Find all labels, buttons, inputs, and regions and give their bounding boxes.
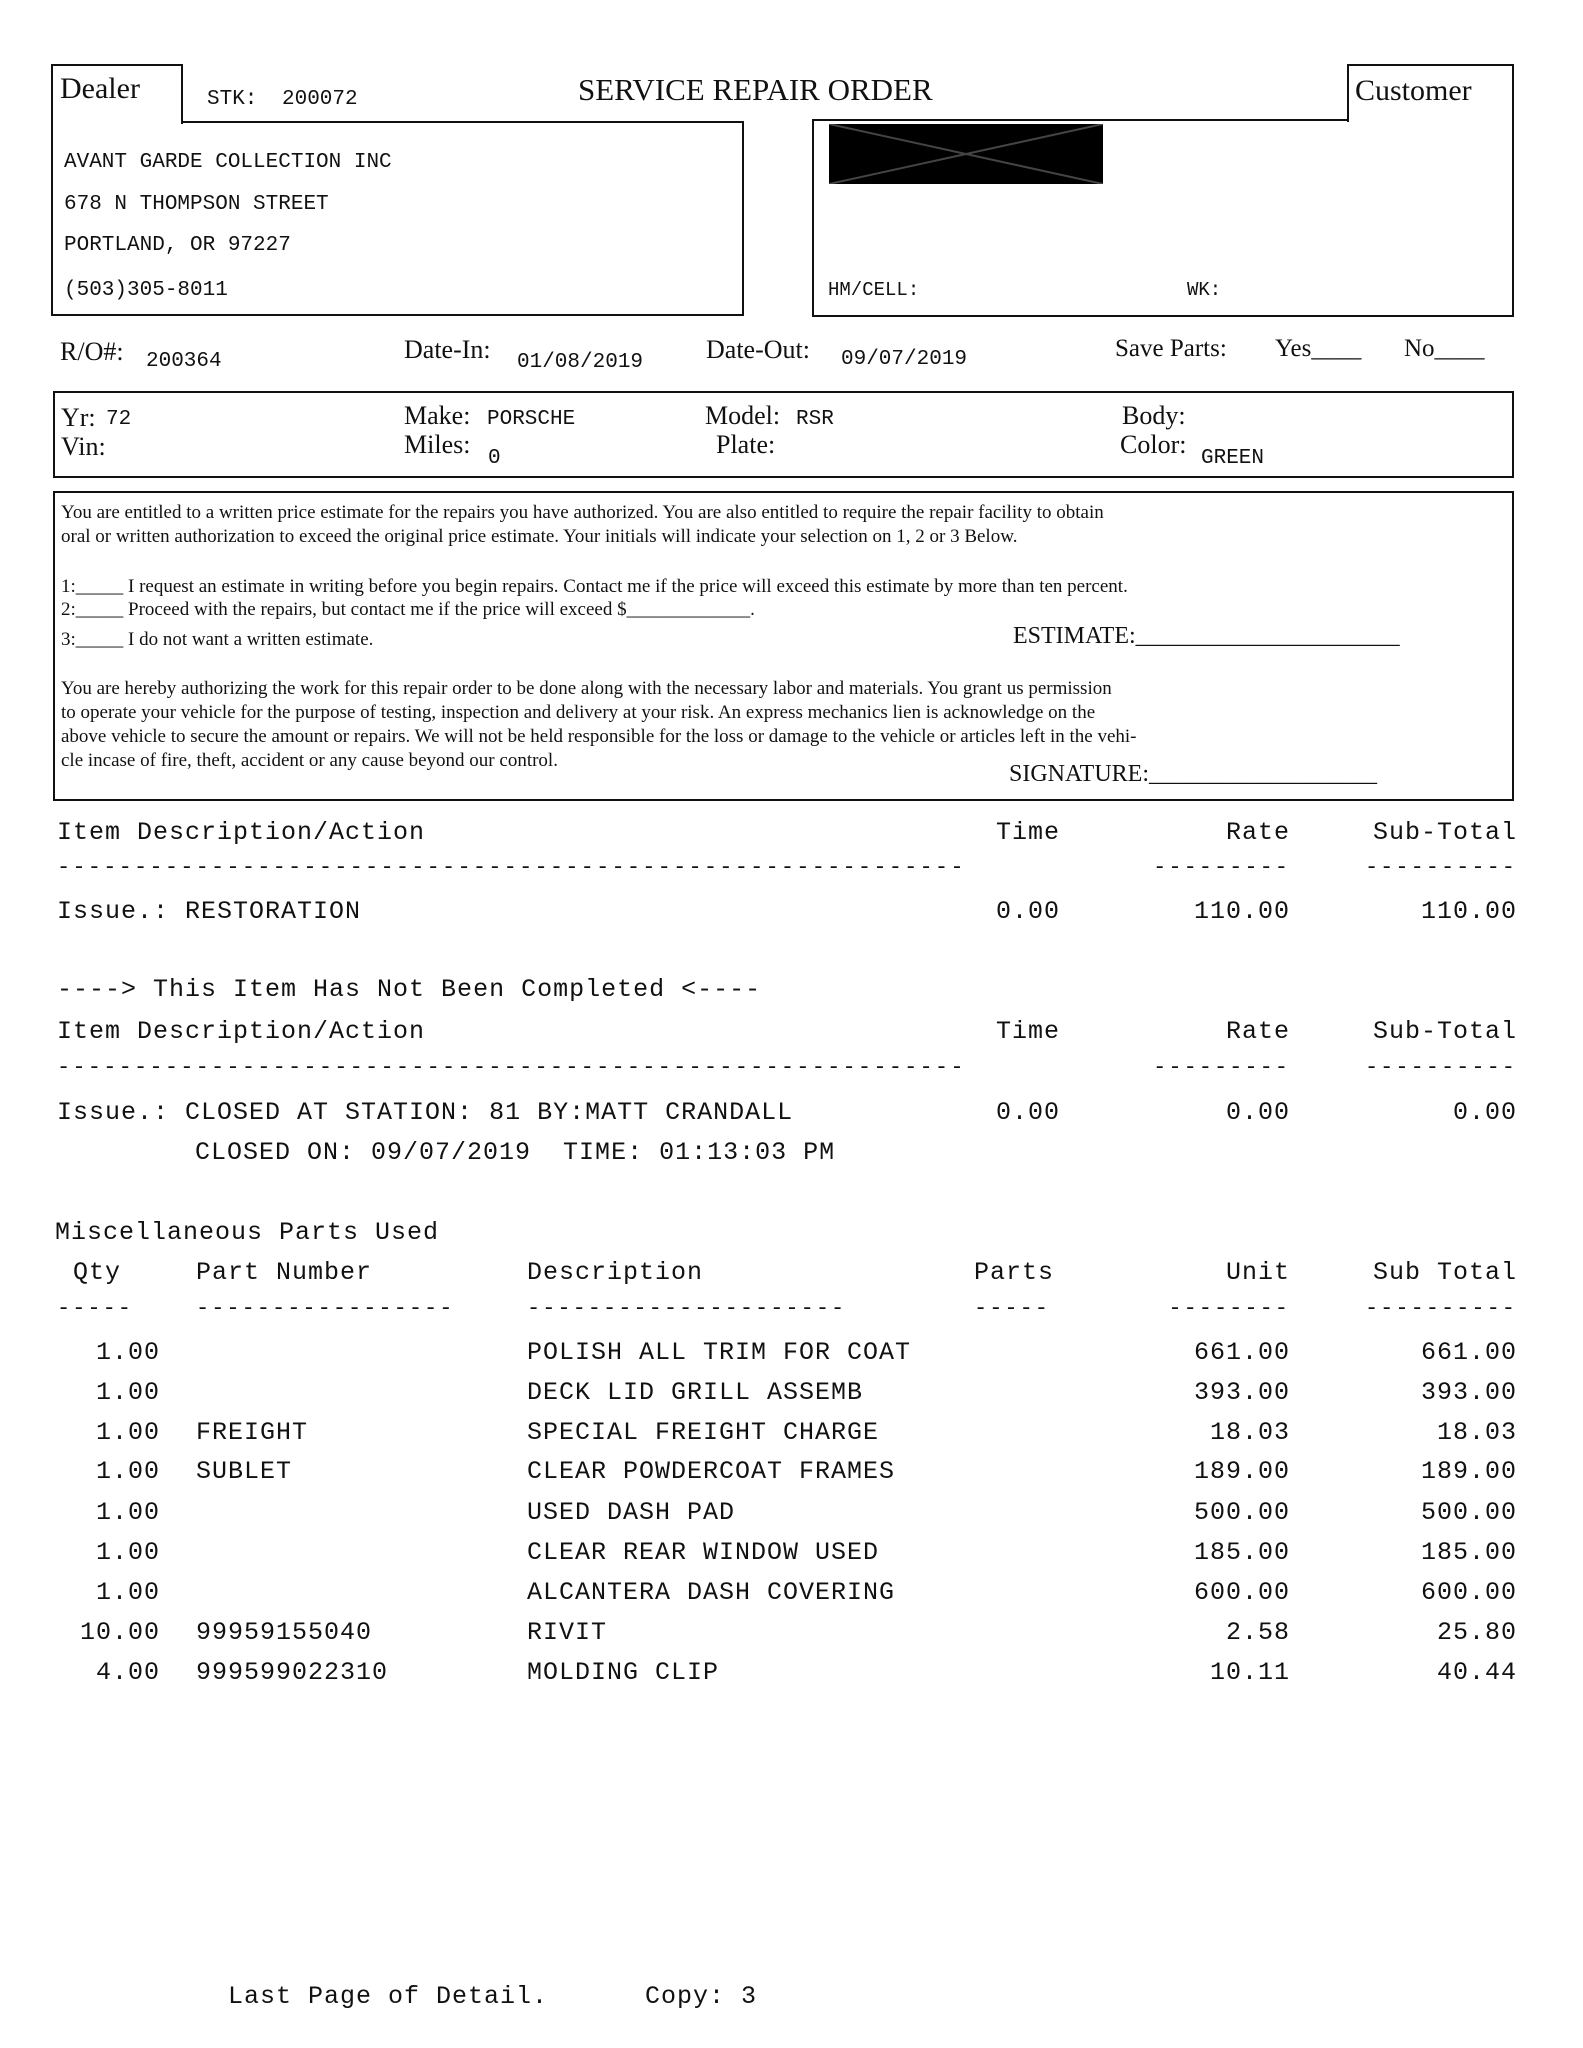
part-unit: 185.00 [1193,1538,1290,1567]
plate-label: Plate: [716,430,776,459]
parts-dash-desc: --------------------- [527,1296,847,1321]
part-description: SPECIAL FREIGHT CHARGE [527,1418,880,1447]
parts-title: Miscellaneous Parts Used [55,1218,440,1247]
legal-option-1: 1:_____ I request an estimate in writing before you begin repairs. Contact me if the price will exceed this estimate by more than ten percent. [61,576,1128,597]
part-qty: 1.00 [95,1418,160,1447]
dealer-box-top-line [181,121,744,123]
item-row-1-time: 0.00 [995,897,1060,926]
legal-option-3: 3:_____ I do not want a written estimate. [61,629,374,650]
model-label: Model: [705,401,781,430]
estimate-label: ESTIMATE:______________________ [1013,623,1400,649]
legal-para2-line3: above vehicle to secure the amount or repairs. We will not be held responsible for the loss or damage to the vehicle or articles left in the vehi- [61,726,1137,747]
dealer-address-2: PORTLAND, OR 97227 [64,234,291,257]
part-subtotal: 189.00 [1420,1457,1517,1486]
items-header-time: Time [995,818,1060,847]
part-description: CLEAR POWDERCOAT FRAMES [527,1457,896,1486]
items2-dash-rate: --------- [1153,1055,1290,1080]
legal-para2-line2: to operate your vehicle for the purpose of testing, inspection and delivery at your risk. An express mechanics lien is acknowledge on the [61,702,1096,723]
save-parts-no: No____ [1404,335,1485,362]
part-unit: 600.00 [1193,1578,1290,1607]
part-unit: 2.58 [1225,1618,1290,1647]
vehicle-box [53,391,1514,478]
part-unit: 189.00 [1193,1457,1290,1486]
part-subtotal: 661.00 [1420,1338,1517,1367]
item-row-1-rate: 110.00 [1193,897,1290,926]
page-title: SERVICE REPAIR ORDER [578,72,933,107]
stk-label: STK: [207,88,258,111]
part-subtotal: 393.00 [1420,1378,1517,1407]
part-number: FREIGHT [196,1418,309,1447]
items-dash-desc: ----------------------------------------------------------- [57,855,966,880]
parts-dash-unit: -------- [1168,1296,1290,1321]
part-number: SUBLET [196,1457,293,1486]
part-qty: 1.00 [95,1378,160,1407]
stk-value: 200072 [282,88,358,111]
items-dash-subtotal: ---------- [1364,855,1517,880]
items2-header-time: Time [995,1017,1060,1046]
copy-number: Copy: 3 [645,1982,758,2011]
part-subtotal: 18.03 [1436,1418,1517,1447]
yr-label: Yr: [61,403,96,432]
part-unit: 661.00 [1193,1338,1290,1367]
legal-option-2: 2:_____ Proceed with the repairs, but contact me if the price will exceed $_____________. [61,599,755,620]
date-out-value: 09/07/2019 [841,348,968,371]
parts-dash-subtotal: ---------- [1364,1296,1517,1321]
part-unit: 393.00 [1193,1378,1290,1407]
ro-label: R/O#: [60,337,124,366]
dealer-phone: (503)305-8011 [64,279,228,302]
part-qty: 10.00 [79,1618,160,1647]
items-header-rate: Rate [1225,818,1290,847]
parts-header-description: Description [527,1258,704,1287]
items-header-subtotal: Sub-Total [1372,818,1517,847]
part-qty: 1.00 [95,1457,160,1486]
item-row-2-subtotal: 0.00 [1452,1098,1517,1127]
date-in-value: 01/08/2019 [517,351,644,374]
vin-label: Vin: [61,432,106,461]
legal-para2-line1: You are hereby authorizing the work for this repair order to be done along with the necessary labor and materials. You grant us permission [61,678,1112,699]
part-subtotal: 25.80 [1436,1618,1517,1647]
items2-header-subtotal: Sub-Total [1372,1017,1517,1046]
part-subtotal: 185.00 [1420,1538,1517,1567]
part-number: 99959155040 [196,1618,373,1647]
last-page-note: Last Page of Detail. [228,1982,549,2011]
items2-header-desc: Item Description/Action [57,1017,426,1046]
part-qty: 1.00 [95,1538,160,1567]
part-subtotal: 600.00 [1420,1578,1517,1607]
part-description: RIVIT [527,1618,608,1647]
parts-header-unit: Unit [1225,1258,1290,1287]
make-label: Make: [404,401,471,430]
items2-header-rate: Rate [1225,1017,1290,1046]
ro-value: 200364 [146,350,222,373]
item-row-2-time: 0.00 [995,1098,1060,1127]
part-qty: 4.00 [95,1658,160,1687]
color-value: GREEN [1201,447,1265,470]
items2-dash-desc: ----------------------------------------------------------- [57,1055,966,1080]
signature-label: SIGNATURE:___________________ [1009,761,1378,787]
redaction-block [829,124,1103,184]
dealer-label: Dealer [60,72,140,105]
customer-label: Customer [1355,74,1472,107]
hm-cell-label: HM/CELL: [828,279,920,301]
parts-header-qty: Qty [73,1258,122,1287]
save-parts-yes: Yes____ [1275,335,1362,362]
parts-header-part-number: Part Number [196,1258,373,1287]
dealer-address-1: 678 N THOMPSON STREET [64,193,329,216]
items2-dash-subtotal: ---------- [1364,1055,1517,1080]
legal-para1-line1: You are entitled to a written price estimate for the repairs you have authorized. You are also entitled to require the repair facility to obtain [61,502,1104,523]
part-unit: 500.00 [1193,1498,1290,1527]
miles-label: Miles: [404,430,471,459]
model-value: RSR [796,408,834,431]
part-subtotal: 500.00 [1420,1498,1517,1527]
parts-header-parts: Parts [974,1258,1055,1287]
items-header-desc: Item Description/Action [57,818,426,847]
legal-para2-line4: cle incase of fire, theft, accident or any cause beyond our control. [61,750,558,771]
body-label: Body: [1122,401,1186,430]
part-number: 999599022310 [196,1658,389,1687]
part-description: POLISH ALL TRIM FOR COAT [527,1338,912,1367]
part-description: USED DASH PAD [527,1498,736,1527]
part-description: MOLDING CLIP [527,1658,720,1687]
part-qty: 1.00 [95,1498,160,1527]
not-completed-notice: ----> This Item Has Not Been Completed <---- [57,975,762,1004]
item-row-1-desc: Issue.: RESTORATION [57,897,362,926]
item-row-2-desc: Issue.: CLOSED AT STATION: 81 BY:MATT CRANDALL [57,1098,794,1127]
items-dash-rate: --------- [1153,855,1290,880]
wk-label: WK: [1187,279,1222,301]
item-row-2-rate: 0.00 [1225,1098,1290,1127]
parts-dash-parts: ----- [974,1296,1051,1321]
part-subtotal: 40.44 [1436,1658,1517,1687]
part-description: CLEAR REAR WINDOW USED [527,1538,880,1567]
item-row-2-closed-on: CLOSED ON: 09/07/2019 TIME: 01:13:03 PM [195,1138,836,1167]
yr-value: 72 [106,408,132,431]
parts-dash-qty: ----- [57,1296,134,1321]
make-value: PORSCHE [487,408,576,431]
part-qty: 1.00 [95,1578,160,1607]
parts-dash-part: ----------------- [196,1296,455,1321]
parts-header-subtotal: Sub Total [1372,1258,1517,1287]
date-in-label: Date-In: [404,335,491,364]
part-qty: 1.00 [95,1338,160,1367]
customer-box-top-line [812,119,1349,121]
miles-value: 0 [488,447,501,470]
part-description: DECK LID GRILL ASSEMB [527,1378,864,1407]
dealer-name: AVANT GARDE COLLECTION INC [64,151,392,174]
part-unit: 18.03 [1209,1418,1290,1447]
date-out-label: Date-Out: [706,335,810,364]
legal-para1-line2: oral or written authorization to exceed the original price estimate. Your initials will indicate your selection on 1, 2 or 3 Below. [61,526,1018,547]
part-description: ALCANTERA DASH COVERING [527,1578,896,1607]
item-row-1-subtotal: 110.00 [1420,897,1517,926]
save-parts-label: Save Parts: [1115,335,1227,362]
color-label: Color: [1120,430,1187,459]
part-unit: 10.11 [1209,1658,1290,1687]
